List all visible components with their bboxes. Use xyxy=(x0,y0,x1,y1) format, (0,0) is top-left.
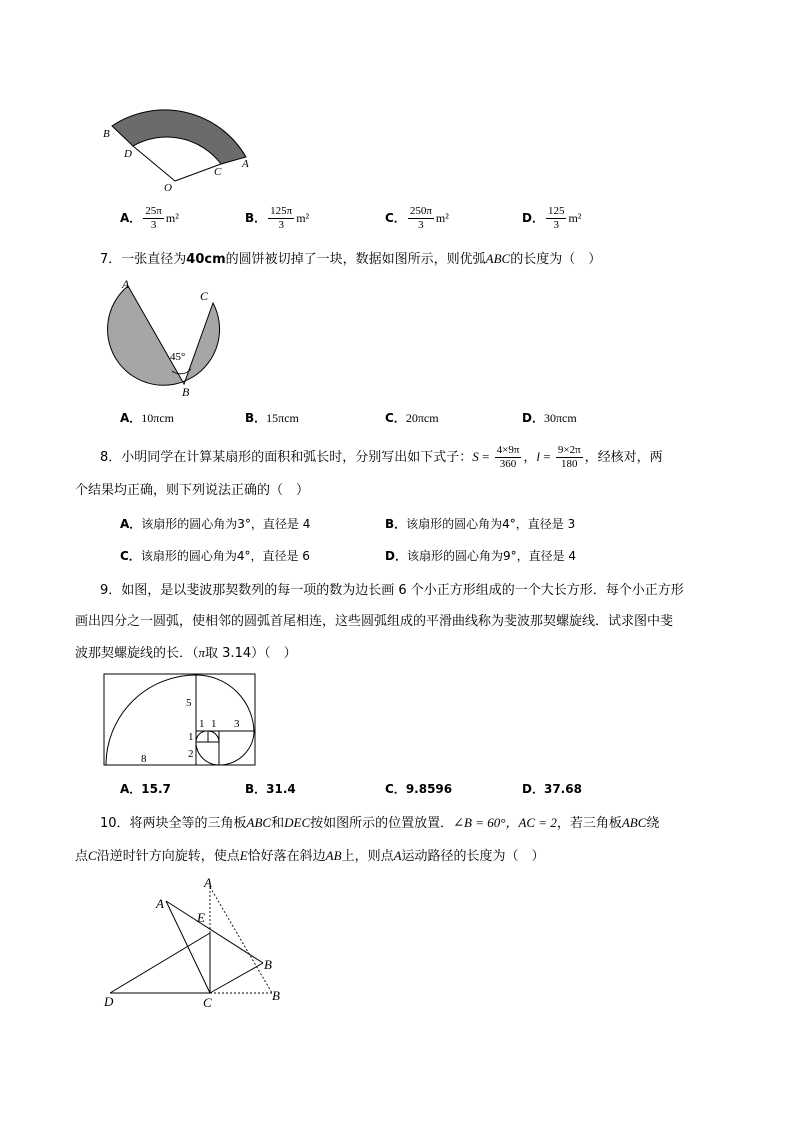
q8-arc-fraction: $\frac{9\times 2\pi}{180}$ xyxy=(557,444,581,470)
q10-label-B-rotated: B xyxy=(264,957,272,972)
q6-option-d-fraction: $\frac{125}{3}$ xyxy=(547,205,565,231)
q10-label-A-original: A xyxy=(156,896,164,911)
q8-option-a[interactable]: A．该扇形的圆心角为3°，直径是 4 xyxy=(120,517,311,531)
q6-option-c[interactable] xyxy=(385,205,449,232)
q8-question-line1: 8．小明同学在计算某扇形的面积和弧长时，分别写出如下式子：S = $\frac{4\times 9\pi}{360}$ ，l = $\frac{9\times 2\pi}{180}$ ，经核对，两 xyxy=(100,444,663,470)
q6-option-b[interactable] xyxy=(245,205,309,232)
q7-label-C: C xyxy=(200,289,209,303)
q6-option-c-unit: m² xyxy=(435,211,449,225)
q7-option-a[interactable]: A．10πcm xyxy=(120,411,175,425)
q9-option-c[interactable]: C．9.8596 xyxy=(385,782,453,796)
q6-label-C: C xyxy=(214,166,222,178)
q6-annular-sector-figure xyxy=(95,95,260,197)
q9-label-1b: 1 xyxy=(211,718,217,730)
q9-label-5: 5 xyxy=(186,697,192,709)
q6-option-a[interactable] xyxy=(120,205,179,232)
q7-option-c[interactable]: C．20πcm xyxy=(385,411,439,425)
q10-label-E: E xyxy=(197,910,205,925)
q6-option-b-unit: m² xyxy=(296,211,310,225)
q9-label-2: 2 xyxy=(188,748,194,760)
q9-option-b[interactable]: B．31.4 xyxy=(245,782,296,796)
q7-label-A: A xyxy=(122,277,130,291)
q8-area-fraction: $\frac{4\times 9\pi}{360}$ xyxy=(496,444,520,470)
q10-label-C: C xyxy=(203,995,212,1010)
q9-fibonacci-figure xyxy=(103,673,256,767)
q9-label-1a: 1 xyxy=(199,718,205,730)
q8-option-d[interactable]: D．该扇形的圆心角为9°，直径是 4 xyxy=(385,549,577,563)
q6-label-O: O xyxy=(164,182,172,194)
q10-question-line1: 10．将两块全等的三角板ABC和DEC按如图所示的位置放置．∠B = 60°，AC = 2，若三角板ABC绕 xyxy=(100,815,660,831)
q6-option-c-label: C． xyxy=(385,211,406,225)
q10-label-A-rotated: A xyxy=(204,875,212,890)
q9-question-line2: 画出四分之一圆弧，使相邻的圆弧首尾相连，这些圆弧组成的平滑曲线称为斐波那契螺旋线．试求图中斐 xyxy=(75,614,674,629)
q9-label-8: 8 xyxy=(141,753,147,765)
q9-option-d[interactable]: D．37.68 xyxy=(522,782,582,796)
q6-option-c-fraction: $\frac{250\pi}{3}$ xyxy=(409,205,432,231)
q7-angle-label: 45° xyxy=(170,351,186,363)
q8-question-line2: 个结果均正确，则下列说法正确的（ ） xyxy=(75,483,310,498)
q6-radius-OD xyxy=(133,146,175,181)
q9-question-line1: 9．如图，是以斐波那契数列的每一项的数为边长画 6 个小正方形组成的一个大长方形．每个小正方形 xyxy=(100,583,684,598)
q7-option-b[interactable]: B．15πcm xyxy=(245,411,299,425)
q9-option-a[interactable]: A．15.7 xyxy=(120,782,171,796)
q6-option-d-label: D． xyxy=(522,211,544,225)
q6-option-a-unit: m² xyxy=(165,211,179,225)
q9-question-line3: 波那契螺旋线的长．（π取 3.14）（ ） xyxy=(75,645,297,661)
q9-label-1c: 1 xyxy=(188,731,194,743)
q10-label-D: D xyxy=(104,994,114,1009)
q9-spiral xyxy=(106,675,254,765)
q10-question-line2: 点C沿逆时针方向旋转，使点E恰好落在斜边AB上，则点A运动路径的长度为（ ） xyxy=(75,848,545,864)
q6-option-b-label: B． xyxy=(245,211,267,225)
q7-label-B: B xyxy=(182,385,190,398)
q10-triangles-figure xyxy=(100,872,295,1012)
q6-option-d-unit: m² xyxy=(568,211,582,225)
q6-option-d[interactable] xyxy=(522,205,581,232)
q8-option-b[interactable]: B．该扇形的圆心角为4°，直径是 3 xyxy=(385,517,576,531)
q10-label-B-original: B xyxy=(272,988,280,1003)
q9-label-3: 3 xyxy=(234,718,240,730)
q6-option-b-fraction: $\frac{125\pi}{3}$ xyxy=(270,205,293,231)
q7-option-d[interactable]: D．30πcm xyxy=(522,411,577,425)
q6-option-a-label: A． xyxy=(120,211,142,225)
q7-circle-figure xyxy=(100,276,225,398)
q6-option-a-fraction: $\frac{25\pi}{3}$ xyxy=(145,205,162,231)
q6-label-A: A xyxy=(242,158,249,170)
q6-label-D: D xyxy=(124,148,132,160)
q6-shaded-ring xyxy=(112,110,246,164)
q8-option-c[interactable]: C．该扇形的圆心角为4°，直径是 6 xyxy=(120,549,310,563)
q6-label-B: B xyxy=(103,128,110,140)
q7-question-text: 7．一张直径为40cm的圆饼被切掉了一块，数据如图所示，则优弧ABC的长度为（ ） xyxy=(100,251,602,267)
